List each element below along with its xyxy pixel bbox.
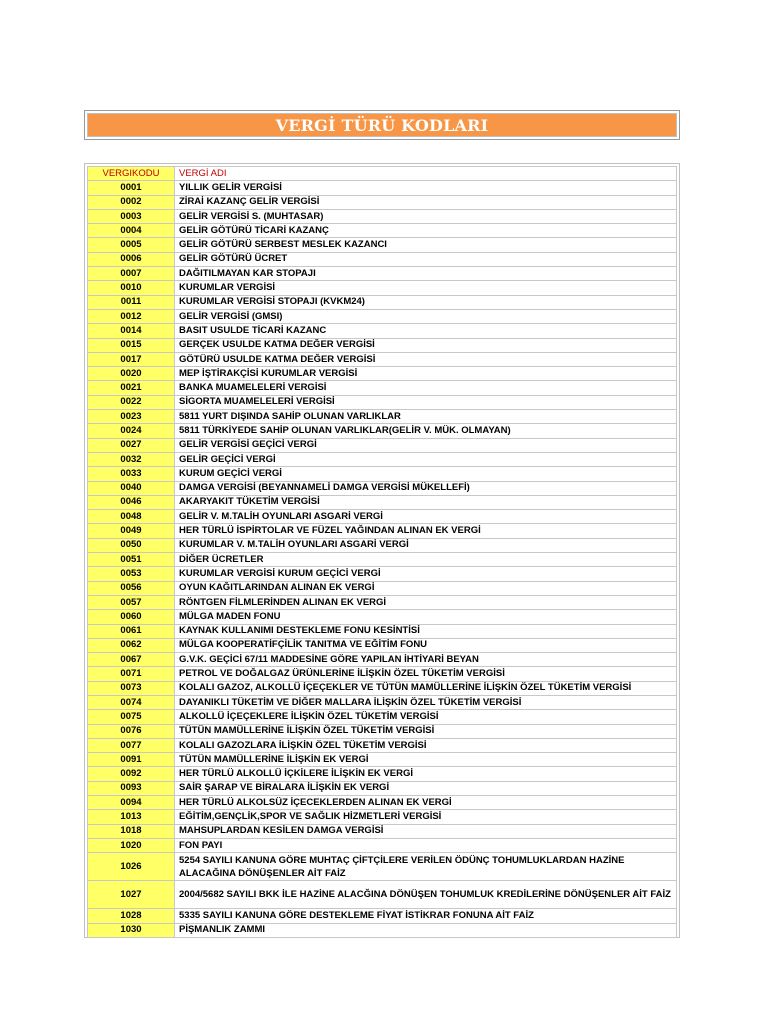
table-row <box>88 781 677 795</box>
tax-code-cell: 1026 <box>88 853 175 881</box>
tax-code-cell: 0077 <box>88 738 175 752</box>
tax-code-cell: 0001 <box>88 181 175 195</box>
table-row <box>88 524 677 538</box>
tax-code-table-container <box>84 163 680 938</box>
table-row <box>88 824 677 838</box>
tax-code-cell: 0076 <box>88 724 175 738</box>
table-row <box>88 252 677 266</box>
tax-name-cell: DAĞITILMAYAN KAR STOPAJI <box>175 267 677 281</box>
table-row <box>88 452 677 466</box>
tax-code-cell: 0011 <box>88 295 175 309</box>
tax-code-table <box>87 166 677 938</box>
tax-code-cell: 0014 <box>88 324 175 338</box>
tax-name-cell: KOLALI GAZOZ, ALKOLLÜ İÇEÇEKLER VE TÜTÜN MAMÜLLERİNE İLİŞKİN ÖZEL TÜKETİM VERGİSİ <box>175 681 677 695</box>
tax-code-cell: 0021 <box>88 381 175 395</box>
tax-code-cell: 0060 <box>88 610 175 624</box>
tax-name-cell: AKARYAKIT TÜKETİM VERGİSİ <box>175 495 677 509</box>
tax-name-cell: 5811 YURT DIŞINDA SAHİP OLUNAN VARLIKLAR <box>175 410 677 424</box>
tax-code-cell: 0057 <box>88 595 175 609</box>
tax-code-cell: 0067 <box>88 653 175 667</box>
table-row <box>88 295 677 309</box>
tax-code-cell: 0004 <box>88 224 175 238</box>
table-row <box>88 281 677 295</box>
tax-name-cell: KURUMLAR VERGİSİ STOPAJI (KVKM24) <box>175 295 677 309</box>
table-row <box>88 224 677 238</box>
tax-code-cell: 0073 <box>88 681 175 695</box>
tax-name-cell: KAYNAK KULLANIMI DESTEKLEME FONU KESİNTİSİ <box>175 624 677 638</box>
tax-code-cell: 1028 <box>88 909 175 923</box>
tax-code-cell: 0024 <box>88 424 175 438</box>
tax-name-cell: MÜLGA MADEN FONU <box>175 610 677 624</box>
table-row <box>88 538 677 552</box>
tax-name-cell: DAYANIKLI TÜKETİM VE DİĞER MALLARA İLİŞKİN ÖZEL TÜKETİM VERGİSİ <box>175 695 677 709</box>
table-row <box>88 481 677 495</box>
tax-name-cell: YILLIK GELİR VERGİSİ <box>175 181 677 195</box>
table-row <box>88 567 677 581</box>
tax-code-cell: 1013 <box>88 810 175 824</box>
tax-name-cell: GELİR VERGİSİ S. (MUHTASAR) <box>175 209 677 223</box>
table-row <box>88 209 677 223</box>
table-row <box>88 267 677 281</box>
tax-name-cell: 5335 SAYILI KANUNA GÖRE DESTEKLEME FİYAT İSTİKRAR FONUNA AİT FAİZ <box>175 909 677 923</box>
tax-code-cell: 1027 <box>88 881 175 909</box>
tax-name-cell: GERÇEK USULDE KATMA DEĞER VERGİSİ <box>175 338 677 352</box>
table-row <box>88 624 677 638</box>
tax-name-cell: HER TÜRLÜ İSPİRTOLAR VE FÜZEL YAĞINDAN ALINAN EK VERGİ <box>175 524 677 538</box>
tax-code-cell: 0027 <box>88 438 175 452</box>
tax-name-cell: GELİR GÖTÜRÜ SERBEST MESLEK KAZANCI <box>175 238 677 252</box>
table-row <box>88 338 677 352</box>
tax-code-cell: 0017 <box>88 352 175 366</box>
tax-name-cell: EĞİTİM,GENÇLİK,SPOR VE SAĞLIK HİZMETLERİ VERGİSİ <box>175 810 677 824</box>
table-row <box>88 424 677 438</box>
tax-code-cell: 0020 <box>88 367 175 381</box>
tax-name-cell: KURUMLAR VERGİSİ KURUM GEÇİCİ VERGİ <box>175 567 677 581</box>
table-row <box>88 510 677 524</box>
tax-code-cell: 0074 <box>88 695 175 709</box>
table-row <box>88 738 677 752</box>
tax-code-cell: 0033 <box>88 467 175 481</box>
table-row <box>88 796 677 810</box>
tax-name-cell: BASIT USULDE TİCARİ KAZANC <box>175 324 677 338</box>
table-row <box>88 653 677 667</box>
tax-code-cell: 0023 <box>88 410 175 424</box>
table-row <box>88 881 677 909</box>
tax-code-cell: 1020 <box>88 838 175 852</box>
tax-code-cell: 0061 <box>88 624 175 638</box>
tax-name-cell: PİŞMANLIK ZAMMI <box>175 923 677 937</box>
tax-code-cell: 0006 <box>88 252 175 266</box>
tax-code-cell: 0040 <box>88 481 175 495</box>
table-row <box>88 610 677 624</box>
tax-name-cell: KURUMLAR VERGİSİ <box>175 281 677 295</box>
tax-name-cell: GELİR VERGİSİ (GMSI) <box>175 309 677 323</box>
table-row <box>88 724 677 738</box>
tax-code-cell: 1030 <box>88 923 175 937</box>
tax-name-cell: HER TÜRLÜ ALKOLSÜZ İÇECEKLERDEN ALINAN EK VERGİ <box>175 796 677 810</box>
table-row <box>88 595 677 609</box>
table-row <box>88 810 677 824</box>
table-row <box>88 467 677 481</box>
table-row <box>88 410 677 424</box>
tax-name-cell: MÜLGA KOOPERATİFÇİLİK TANITMA VE EĞİTİM FONU <box>175 638 677 652</box>
page-title: VERGİ TÜRÜ KODLARI <box>275 115 489 135</box>
tax-name-cell: DAMGA VERGİSİ (BEYANNAMELİ DAMGA VERGİSİ MÜKELLEFİ) <box>175 481 677 495</box>
tax-name-cell: ALKOLLÜ İÇEÇEKLERE İLİŞKİN ÖZEL TÜKETİM VERGİSİ <box>175 710 677 724</box>
tax-name-cell: GELİR VERGİSİ GEÇİCİ VERGİ <box>175 438 677 452</box>
tax-code-cell: 0012 <box>88 309 175 323</box>
tax-code-cell: 0002 <box>88 195 175 209</box>
tax-name-cell: GELİR V. M.TALİH OYUNLARI ASGARİ VERGİ <box>175 510 677 524</box>
tax-name-cell: SİGORTA MUAMELELERİ VERGİSİ <box>175 395 677 409</box>
tax-code-cell: 0010 <box>88 281 175 295</box>
tax-name-cell: SAİR ŞARAP VE BİRALARA İLİŞKİN EK VERGİ <box>175 781 677 795</box>
table-row <box>88 638 677 652</box>
tax-name-cell: G.V.K. GEÇİCİ 67/11 MADDESİNE GÖRE YAPILAN İHTİYARİ BEYAN <box>175 653 677 667</box>
table-row <box>88 753 677 767</box>
table-row <box>88 438 677 452</box>
table-row <box>88 581 677 595</box>
tax-name-cell: HER TÜRLÜ ALKOLLÜ İÇKİLERE İLİŞKİN EK VERGİ <box>175 767 677 781</box>
tax-name-cell: BANKA MUAMELELERİ VERGİSİ <box>175 381 677 395</box>
tax-code-cell: 0092 <box>88 767 175 781</box>
tax-name-cell: KURUMLAR V. M.TALİH OYUNLARI ASGARİ VERGİ <box>175 538 677 552</box>
header-code: VERGIKODU <box>88 167 175 181</box>
tax-code-cell: 1018 <box>88 824 175 838</box>
tax-code-cell: 0051 <box>88 553 175 567</box>
tax-name-cell: PETROL VE DOĞALGAZ ÜRÜNLERİNE İLİŞKİN ÖZEL TÜKETİM VERGİSİ <box>175 667 677 681</box>
header-name: VERGİ ADI <box>175 167 677 181</box>
tax-code-cell: 0050 <box>88 538 175 552</box>
table-row <box>88 367 677 381</box>
tax-code-cell: 0032 <box>88 452 175 466</box>
tax-name-cell: ZİRAİ KAZANÇ GELİR VERGİSİ <box>175 195 677 209</box>
tax-name-cell: MAHSUPLARDAN KESİLEN DAMGA VERGİSİ <box>175 824 677 838</box>
tax-code-cell: 0091 <box>88 753 175 767</box>
tax-name-cell: TÜTÜN MAMÜLLERİNE İLİŞKİN EK VERGİ <box>175 753 677 767</box>
tax-name-cell: DİĞER ÜCRETLER <box>175 553 677 567</box>
tax-name-cell: 5811 TÜRKİYEDE SAHİP OLUNAN VARLIKLAR(GELİR V. MÜK. OLMAYAN) <box>175 424 677 438</box>
table-row <box>88 909 677 923</box>
table-row <box>88 309 677 323</box>
tax-name-cell: KURUM GEÇİCİ VERGİ <box>175 467 677 481</box>
tax-code-cell: 0007 <box>88 267 175 281</box>
table-row <box>88 238 677 252</box>
table-row <box>88 923 677 937</box>
table-row <box>88 681 677 695</box>
tax-code-cell: 0046 <box>88 495 175 509</box>
tax-code-cell: 0071 <box>88 667 175 681</box>
tax-name-cell: MEP İŞTİRAKÇİSİ KURUMLAR VERGİSİ <box>175 367 677 381</box>
tax-name-cell: OYUN KAĞITLARINDAN ALINAN EK VERGİ <box>175 581 677 595</box>
tax-name-cell: GELİR GEÇİCİ VERGİ <box>175 452 677 466</box>
table-row <box>88 710 677 724</box>
table-row <box>88 695 677 709</box>
tax-code-cell: 0003 <box>88 209 175 223</box>
table-row <box>88 553 677 567</box>
tax-code-cell: 0075 <box>88 710 175 724</box>
tax-name-cell: GELİR GÖTÜRÜ ÜCRET <box>175 252 677 266</box>
table-body <box>88 181 677 938</box>
page-title-bar <box>84 110 680 140</box>
table-row <box>88 324 677 338</box>
table-row <box>88 838 677 852</box>
tax-name-cell: FON PAYI <box>175 838 677 852</box>
tax-code-cell: 0094 <box>88 796 175 810</box>
tax-name-cell: RÖNTGEN FİLMLERİNDEN ALINAN EK VERGİ <box>175 595 677 609</box>
tax-name-cell: KOLALI GAZOZLARA İLİŞKİN ÖZEL TÜKETİM VERGİSİ <box>175 738 677 752</box>
tax-code-cell: 0053 <box>88 567 175 581</box>
table-row <box>88 495 677 509</box>
tax-code-cell: 0049 <box>88 524 175 538</box>
tax-code-cell: 0056 <box>88 581 175 595</box>
tax-name-cell: GELİR GÖTÜRÜ TİCARİ KAZANÇ <box>175 224 677 238</box>
tax-name-cell: 2004/5682 SAYILI BKK İLE HAZİNE ALACĞINA DÖNÜŞEN TOHUMLUK KREDİLERİNE DÖNÜŞENLER AİT FAİZ <box>175 881 677 909</box>
table-row <box>88 352 677 366</box>
tax-code-cell: 0005 <box>88 238 175 252</box>
table-row <box>88 381 677 395</box>
table-row <box>88 195 677 209</box>
table-row <box>88 181 677 195</box>
table-row <box>88 395 677 409</box>
table-row <box>88 767 677 781</box>
tax-name-cell: GÖTÜRÜ USULDE KATMA DEĞER VERGİSİ <box>175 352 677 366</box>
tax-code-cell: 0015 <box>88 338 175 352</box>
table-row <box>88 667 677 681</box>
tax-name-cell: 5254 SAYILI KANUNA GÖRE MUHTAÇ ÇİFTÇİLERE VERİLEN ÖDÜNÇ TOHUMLUKLARDAN HAZİNE ALACAĞINA DÖNÜŞENLER AİT FAİZ <box>175 853 677 881</box>
tax-code-cell: 0093 <box>88 781 175 795</box>
table-header-row <box>88 167 677 181</box>
table-row <box>88 853 677 881</box>
tax-name-cell: TÜTÜN MAMÜLLERİNE İLİŞKİN ÖZEL TÜKETİM VERGİSİ <box>175 724 677 738</box>
tax-code-cell: 0062 <box>88 638 175 652</box>
tax-code-cell: 0048 <box>88 510 175 524</box>
tax-code-cell: 0022 <box>88 395 175 409</box>
